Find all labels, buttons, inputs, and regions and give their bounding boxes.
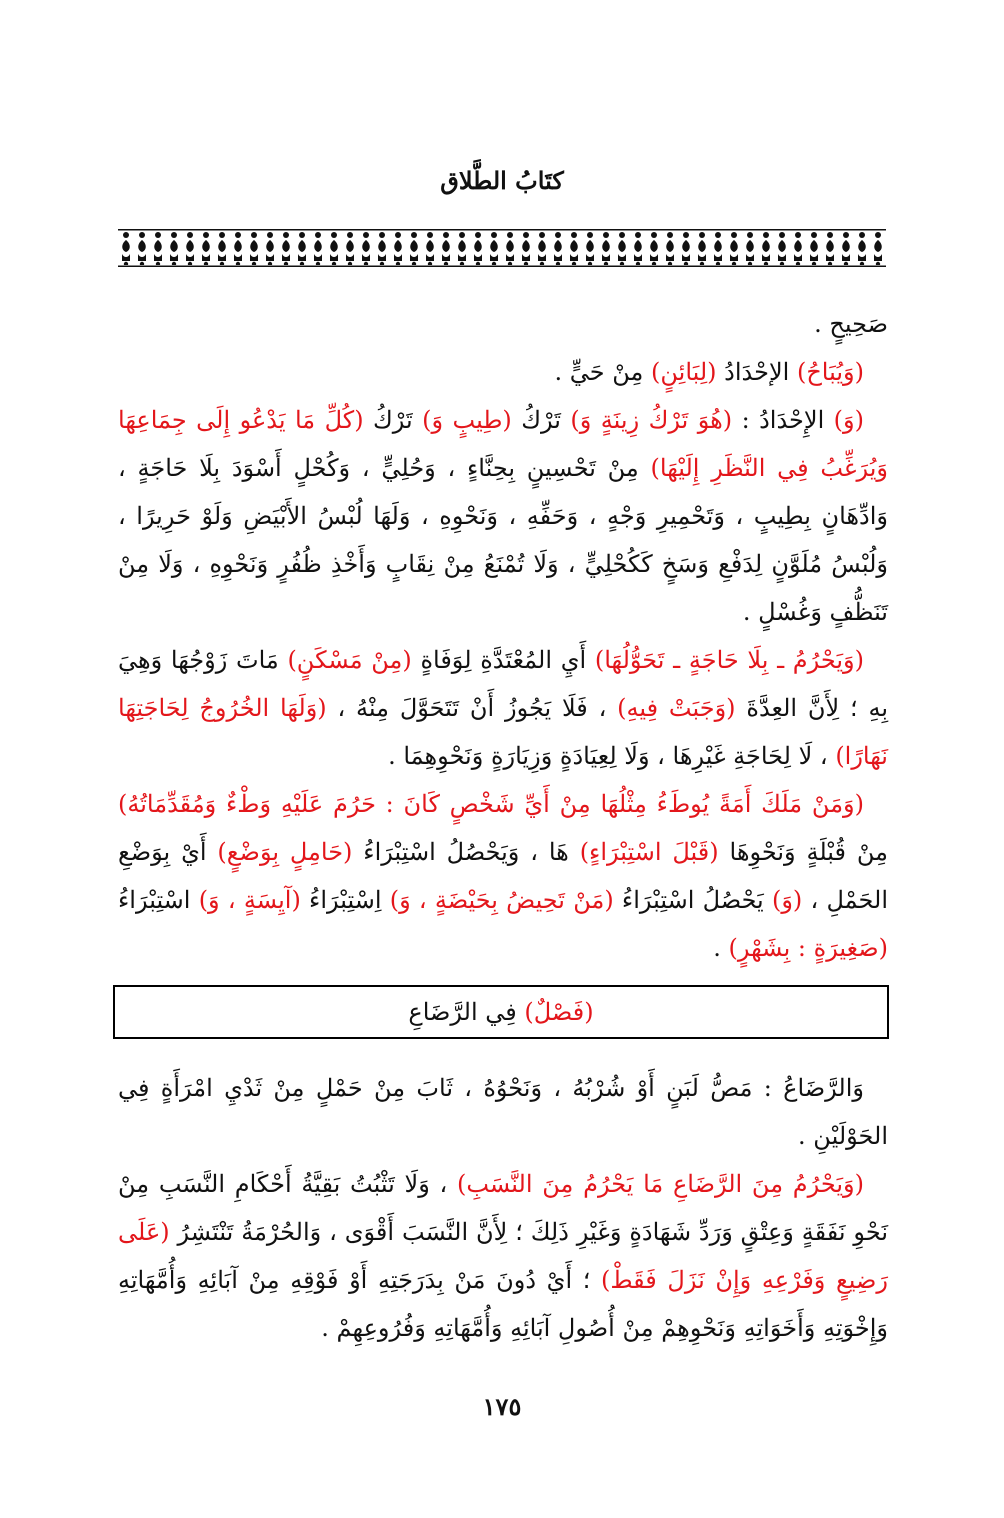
sharh-text: ، وَلَا تَثْبُتُ بَقِيَّةُ أَحْكَامِ النَّسَبِ مِنْ نَحْوِ نَفَقَةٍ وَعِتْقٍ وَرَدِّ شَهَادَةٍ وَغَيْرِ ذَلِكَ ؛ لِأَنَّ النَّسَبَ أَقْوَى ، وَالحُرْمَةُ تَنْتَشِرُ xyxy=(118,1170,888,1246)
sharh-text: مِنْ قُبْلَةٍ وَنَحْوِهَا xyxy=(718,838,889,866)
sharh-text: يَحْصُلُ اسْتِبْرَاءُ xyxy=(613,886,772,914)
matn-text: (وَيَحْرُمُ ـ بِلَا حَاجَةٍ ـ تَحَوُّلُهَا) xyxy=(594,646,865,674)
paragraph xyxy=(118,636,888,780)
matn-text: (وَيُبَاحُ) xyxy=(796,358,864,386)
paragraph xyxy=(118,780,888,972)
ornament-border xyxy=(118,228,886,268)
paragraph xyxy=(118,300,888,348)
sharh-text: ، لَا لِحَاجَةِ غَيْرِهَا ، وَلَا لِعِيَادَةٍ وَزِيَارَةٍ وَنَحْوِهِمَا . xyxy=(388,742,836,770)
sharh-text: . xyxy=(713,934,729,962)
section-heading-title: فِي الرَّضَاعِ xyxy=(408,998,525,1026)
matn-text: (وَجَبَتْ فِيهِ) xyxy=(617,694,736,722)
matn-text: (طِيبٍ وَ) xyxy=(422,406,512,434)
paragraph xyxy=(118,1064,888,1160)
paragraph xyxy=(118,1160,888,1352)
sharh-text: صَحِيحٍ . xyxy=(814,310,888,338)
sharh-text: ، فَلَا يَجُوزُ أَنْ تَتَحَوَّلَ مِنْهُ ، xyxy=(326,694,618,722)
matn-text: (عَلَى رَضِيعٍ وَفَرْعِهِ وَإِنْ نَزَلَ فَقَطْ) xyxy=(118,1218,888,1294)
matn-text: (مِنْ مَسْكَنٍ) xyxy=(287,646,412,674)
matn-text: (وَيَحْرُمُ مِنَ الرَّضَاعِ مَا يَحْرُمُ مِنَ النَّسَبِ) xyxy=(456,1170,864,1198)
matn-text: (مَنْ تَحِيضُ بِحَيْضَةٍ ، وَ) xyxy=(389,886,614,914)
text-block-2 xyxy=(118,1064,888,1352)
section-heading-label: (فَصْلٌ) xyxy=(524,998,594,1026)
sharh-text: الإحْدَادُ xyxy=(716,358,797,386)
sharh-text: اسْتِبْرَاءُ xyxy=(118,886,199,914)
paragraph xyxy=(118,348,888,396)
matn-text: (صَغِيرَةٍ : بِشَهْرٍ) xyxy=(728,934,888,962)
sharh-text: ؛ أَيْ دُونَ مَنْ بِدَرَجَتِهِ أَوْ فَوْقِهِ مِنْ آبَائِهِ وَأُمَّهَاتِهِ وَإِخْوَتِهِ وَأَخَوَاتِهِ وَنَحْوِهِمْ مِنْ أُصُولِ آبَائِهِ وَأُمَّهَاتِهِ وَفُرُوعِهِمْ . xyxy=(118,1266,888,1342)
text-block-1 xyxy=(118,300,888,972)
sharh-text: اِسْتِبْرَاءُ xyxy=(300,886,390,914)
sharh-text: تَرْكُ xyxy=(511,406,571,434)
sharh-text: تَرْكُ xyxy=(363,406,423,434)
matn-text: (هُوَ تَرْكُ زِينَةٍ وَ) xyxy=(570,406,733,434)
sharh-text: أَيِ المُعْتَدَّةِ لِوَفَاةٍ xyxy=(411,646,595,674)
sharh-text: مَاتَ زَوْجُهَا وَهِيَ بِهِ ؛ لِأَنَّ العِدَّةَ xyxy=(118,646,889,722)
matn-text: (كُلِّ مَا يَدْعُو إِلَى جِمَاعِهَا وَيُرَغِّبُ فِي النَّظَرِ إِلَيْهَا) xyxy=(118,406,888,482)
matn-text: (آيِسَةٍ ، وَ) xyxy=(198,886,301,914)
sharh-text: وَالرَّضَاعُ : مَصُّ لَبَنٍ أَوْ شُرْبُهُ ، وَنَحْوُهُ ، ثَابَ مِنْ حَمْلٍ مِنْ ثَدْيِ امْرَأَةٍ فِي الحَوْلَيْنِ . xyxy=(118,1074,888,1150)
sharh-text: مِنْ تَحْسِينٍ بِحِنَّاءٍ ، وَحُلِيٍّ ، وَكُحْلٍ أَسْوَدَ بِلَا حَاجَةٍ ، وَادِّهَانٍ بِطِيبٍ ، وَتَحْمِيرِ وَجْهٍ ، وَحَفِّهِ ، وَنَحْوِهِ ، وَلَهَا لُبْسُ الأَبْيَضِ وَلَوْ حَرِيرًا ، وَلُبْسُ مُلَوَّنٍ لِدَفْعِ وَسَخٍ كَكُحْلِيٍّ ، وَلَا تُمْنَعُ مِنْ نِقَابٍ وَأَخْذِ ظُفُرٍ وَنَحْوِهِ ، وَلَا مِنْ تَنَظُّفٍ وَغُسْلٍ . xyxy=(118,454,888,626)
sharh-text: الإِحْدَادُ : xyxy=(732,406,834,434)
paragraph xyxy=(118,396,888,636)
matn-text: (قَبْلَ اسْتِبْرَاءٍ) xyxy=(579,838,719,866)
sharh-text: مِنْ حَيٍّ . xyxy=(554,358,651,386)
matn-text: (وَلَهَا الخُرُوجُ لِحَاجَتِهَا نَهَارًا) xyxy=(118,694,888,770)
section-heading-box xyxy=(113,985,889,1039)
page-number: ١٧٥ xyxy=(482,1392,522,1421)
matn-text: (وَ) xyxy=(833,406,864,434)
matn-text: (لِبَائِنٍ) xyxy=(651,358,717,386)
sharh-text: أَيْ بِوَضْعِ الحَمْلِ ، xyxy=(118,838,889,914)
matn-text: (حَامِلٍ بِوَضْعٍ) xyxy=(217,838,353,866)
matn-text: (وَمَنْ مَلَكَ أَمَةً يُوطَءُ مِثْلُهَا مِنْ أَيِّ شَخْصٍ كَانَ : حَرُمَ عَلَيْهِ وَطْءٌ وَمُقَدِّمَاتُهُ) xyxy=(118,790,864,818)
sharh-text: هَا ، وَيَحْصُلُ اسْتِبْرَاءُ xyxy=(352,838,580,866)
matn-text: (وَ) xyxy=(771,886,803,914)
running-head: كتَابُ الطَّلاق xyxy=(440,166,564,195)
